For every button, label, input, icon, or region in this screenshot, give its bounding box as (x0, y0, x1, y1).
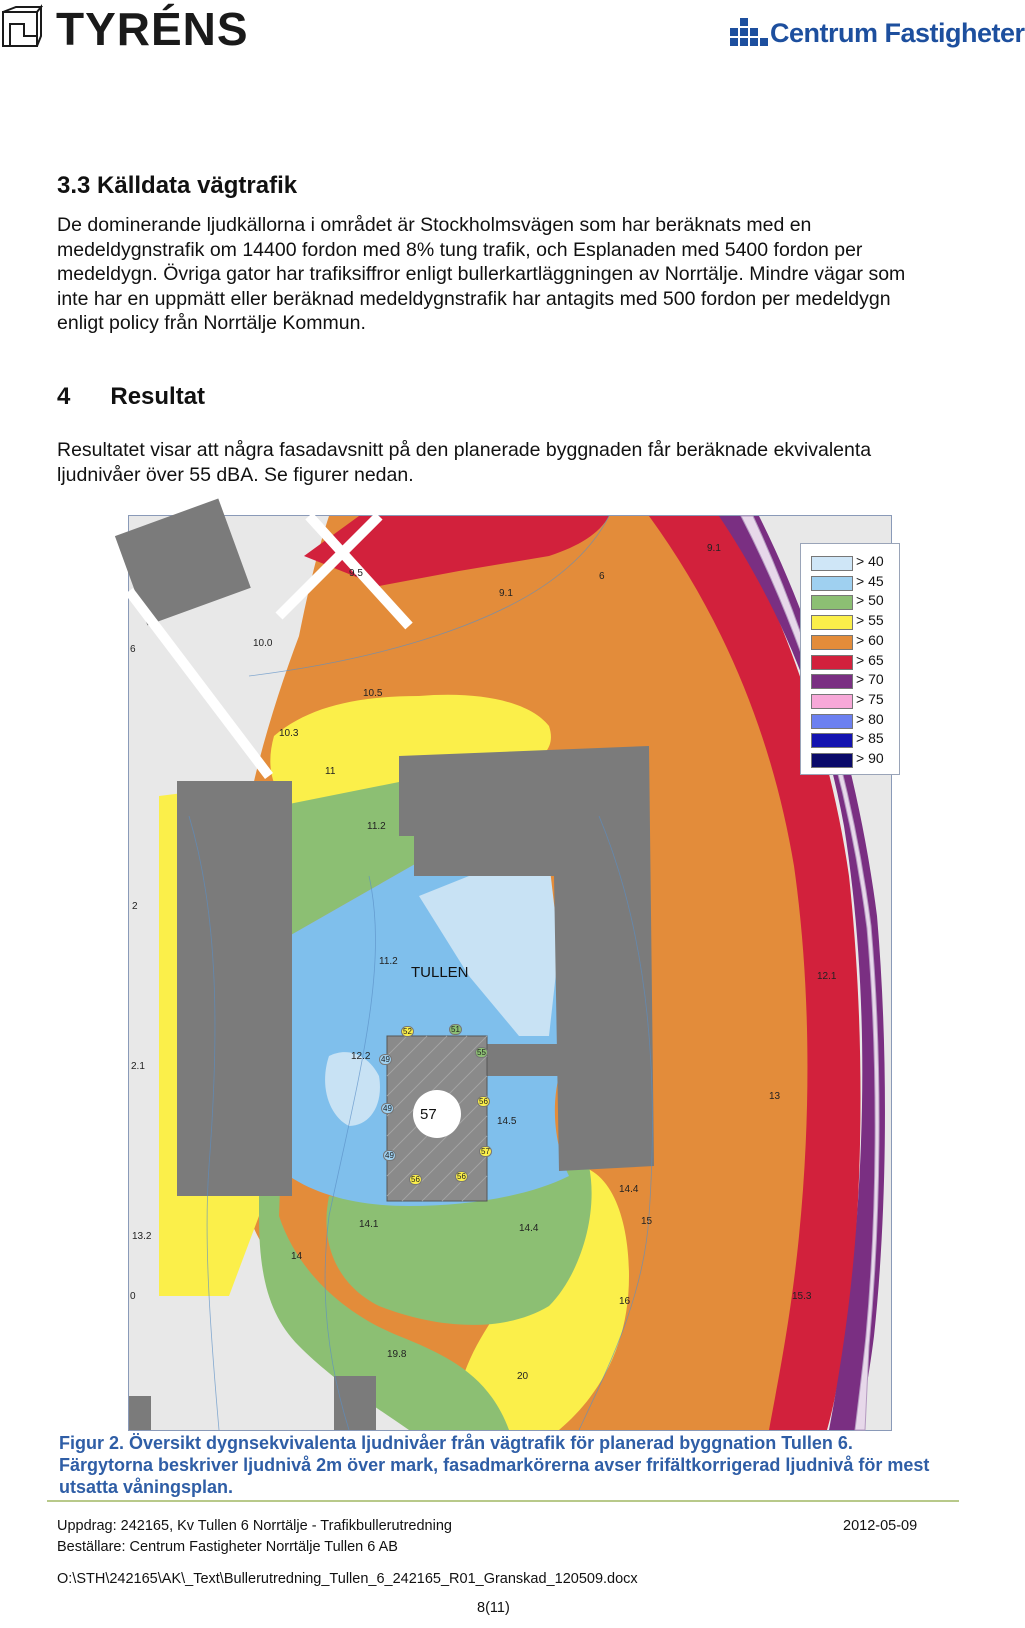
contour-label: 10.5 (363, 688, 383, 699)
contour-label: 12.1 (817, 971, 837, 982)
legend-swatch (811, 655, 853, 670)
legend-swatch (811, 615, 853, 630)
footer-file-path: O:\STH\242165\AK\_Text\Bullerutredning_Tullen_6_242165_R01_Granskad_120509.docx (57, 1571, 638, 1587)
contour-label: 10.3 (279, 728, 299, 739)
contour-label: 9.1 (707, 543, 721, 554)
building-west (177, 781, 292, 1196)
facade-marker: 56 (457, 1172, 466, 1181)
legend-item (811, 572, 896, 592)
footer-assignment: Uppdrag: 242165, Kv Tullen 6 Norrtälje - Trafikbullerutredning (57, 1518, 452, 1534)
legend-item (811, 710, 896, 730)
section-3-3-heading: 3.3 Källdata vägtrafik (57, 172, 298, 199)
legend-label: > 90 (856, 750, 884, 766)
facade-marker: 52 (403, 1027, 412, 1036)
facade-marker: 56 (411, 1175, 420, 1184)
contour-label: 19.8 (387, 1349, 407, 1360)
legend-swatch (811, 595, 853, 610)
legend-label: > 60 (856, 631, 884, 648)
legend-swatch (811, 674, 853, 689)
contour-label: 9.1 (499, 588, 513, 599)
legend-label: > 80 (856, 710, 884, 727)
legend-item (811, 670, 896, 690)
contour-label: 0 (130, 1291, 136, 1302)
legend-swatch (811, 576, 853, 591)
legend-swatch (811, 733, 853, 748)
facade-marker: 49 (381, 1055, 390, 1064)
legend-swatch (811, 635, 853, 650)
legend-label: > 70 (856, 671, 884, 688)
noise-map-figure (128, 515, 892, 1431)
figure-caption: Figur 2. Översikt dygnsekvivalenta ljudnivåer från vägtrafik för planerad byggnation Tullen 6. Färgytorna beskriver ljudnivå 2m över mark, fasadmarkörerna avser frifältkorrigerad ljudnivå för mest utsatta våningsplan. (59, 1433, 930, 1497)
contour-label: 14.1 (359, 1219, 379, 1230)
contour-label: 2 (132, 901, 138, 912)
centrum-logo-text: Centrum Fastigheter (770, 18, 1025, 48)
building-southwest (129, 1396, 151, 1430)
section-4-number: 4 (57, 383, 71, 410)
facade-marker: 57 (481, 1147, 490, 1156)
legend-item (811, 749, 896, 769)
contour-label: 15 (641, 1216, 653, 1227)
section-4-body: Resultatet visar att några fasadavsnitt på den planerade byggnaden får beräknade ekvivalenta ljudnivåer över 55 dBA. Se figurer nedan. (57, 439, 872, 486)
footer-divider (47, 1500, 959, 1502)
tyrens-logo-text: TYRÉNS (56, 3, 249, 55)
contour-label: 15.3 (792, 1291, 812, 1302)
section-4-heading (57, 383, 205, 411)
contour-label: 6 (130, 644, 136, 655)
contour-label: 9.5 (349, 568, 363, 579)
contour-label: 11 (325, 766, 336, 777)
section-4-title: Resultat (110, 383, 206, 410)
facade-marker: 49 (383, 1104, 392, 1113)
legend-item (811, 729, 896, 749)
legend-swatch (811, 714, 853, 729)
centrum-fastigheter-logo (730, 12, 1025, 54)
centrum-logo-mark-icon (730, 16, 772, 50)
contour-label: 2.1 (131, 1061, 145, 1072)
map-legend (800, 543, 900, 775)
legend-item (811, 690, 896, 710)
legend-item (811, 651, 896, 671)
contour-label: 11.2 (379, 956, 398, 967)
legend-label: > 75 (856, 690, 884, 707)
legend-label: > 65 (856, 651, 884, 668)
footer-date: 2012-05-09 (843, 1518, 918, 1534)
legend-label: > 50 (856, 592, 884, 609)
footer-page-number: 8(11) (477, 1600, 510, 1616)
contour-label: 14 (291, 1251, 303, 1262)
noise-map (129, 516, 891, 1430)
legend-swatch (811, 556, 853, 571)
legend-item (811, 552, 896, 572)
facade-marker: 51 (451, 1025, 460, 1034)
tyrens-logo-mark-icon (2, 6, 42, 48)
section-3-3-body: De dominerande ljudkällorna i området är Stockholmsvägen som har beräknats med en medeldygnstrafik om 14400 fordon med 8% tung trafik, och Esplanaden med 5400 fordon per medeldygn. Övriga gator har trafiksiffror enligt bullerkartläggningen av Norrtälje. Mindre vägar som inte har en uppmätt eller beräknad medeldygnstrafik har antagits med 500 fordon per medeldygn enligt policy från Norrtälje Kommun. (57, 214, 906, 334)
contour-label: 13 (769, 1091, 781, 1102)
facade-marker: 56 (479, 1097, 488, 1106)
map-building-value: 57 (420, 1106, 437, 1123)
contour-label: 20 (517, 1371, 529, 1382)
legend-swatch (811, 694, 853, 709)
legend-label: > 85 (856, 730, 884, 747)
legend-label: > 45 (856, 572, 884, 589)
contour-label: 14.4 (619, 1184, 639, 1195)
legend-label: > 40 (856, 553, 884, 569)
footer-client: Beställare: Centrum Fastigheter Norrtälje Tullen 6 AB (57, 1539, 398, 1555)
tyrens-logo (0, 4, 260, 54)
contour-label: 14.4 (519, 1223, 539, 1234)
facade-marker: 49 (385, 1151, 394, 1160)
contour-label: 6 (599, 571, 605, 582)
contour-label: 10.0 (253, 638, 273, 649)
legend-item (811, 611, 896, 631)
facade-marker: 55 (477, 1048, 486, 1057)
map-block-label: TULLEN (411, 964, 469, 981)
contour-label: 12.2 (351, 1051, 371, 1062)
building-south (334, 1376, 376, 1430)
contour-label: 14.5 (497, 1116, 517, 1127)
contour-label: 16 (619, 1296, 631, 1307)
legend-label: > 55 (856, 612, 884, 629)
contour-label: 11.2 (367, 821, 386, 832)
building-connector (484, 1044, 559, 1076)
contour-label: 13.2 (132, 1231, 152, 1242)
legend-item (811, 591, 896, 611)
legend-item (811, 631, 896, 651)
legend-swatch (811, 753, 853, 768)
